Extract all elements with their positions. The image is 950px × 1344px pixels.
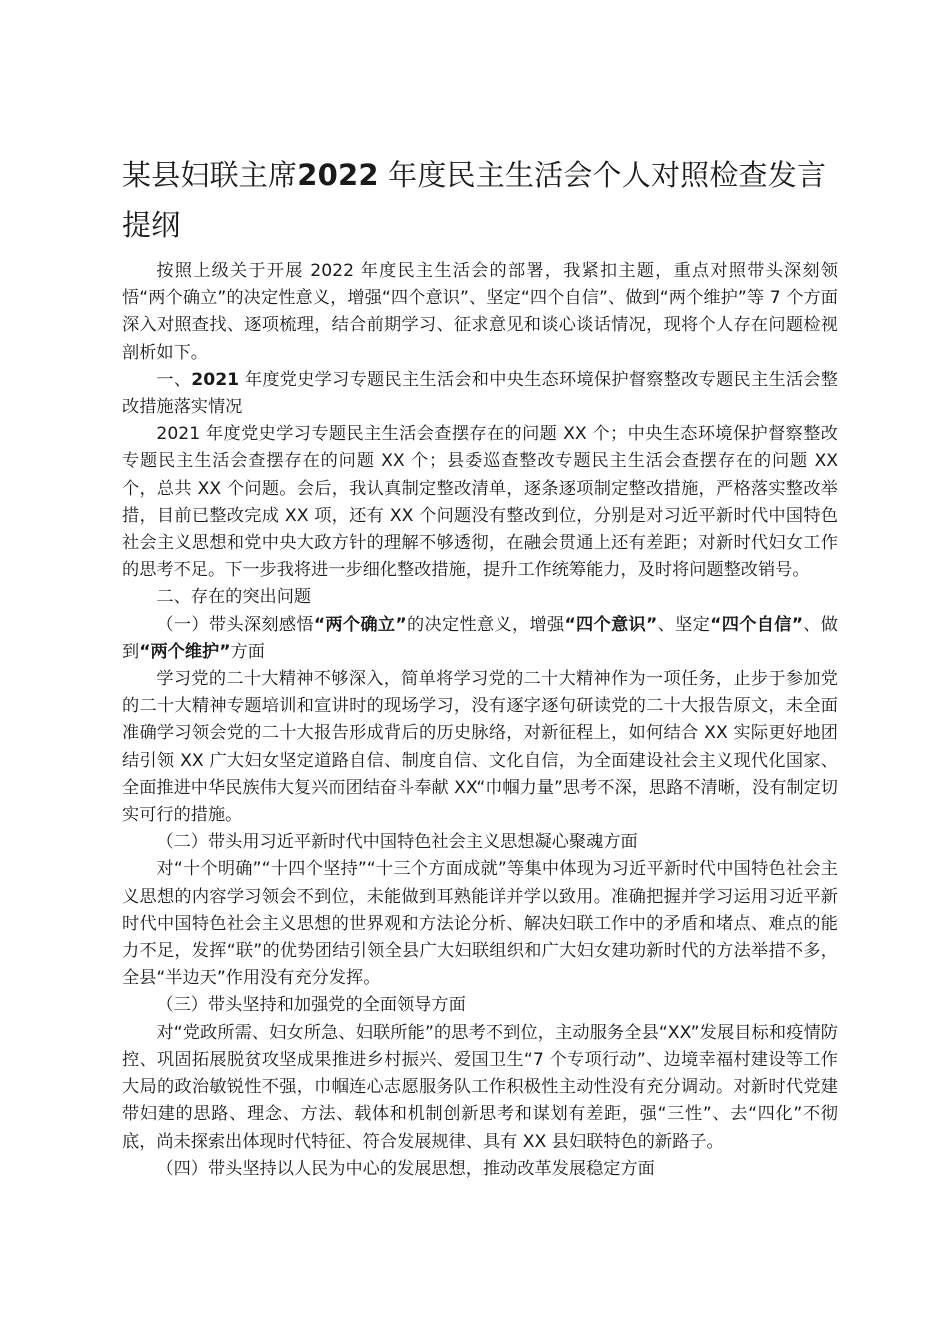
title-prefix: 某县妇联主席: [122, 158, 298, 192]
subsection-2-paragraph: 对“十个明确”“十四个坚持”“十三个方面成就”等集中体现为习近平新时代中国特色社会主义思想的内容学习领会不到位，未能做到耳熟能详并学以致用。准确把握并学习运用习近平新时代中国特色社会主义思想的世界观和方法论分析、解决妇联工作中的矛盾和堵点、难点的能力不足，发挥“联”的优势团结引领全县广大妇联组织和广大妇女建功新时代的方法举措不多，全县“半边天”作用没有充分发挥。: [122, 859, 838, 989]
section-1-year: 2021: [191, 369, 240, 390]
title-year: 2022: [297, 158, 379, 192]
section-1-paragraph: 2021 年度党史学习专题民主生活会查摆存在的问题 XX 个；中央生态环境保护督察整改专题民主生活会查摆存在的问题 XX 个；县委巡查整改专题民主生活会查摆存在的问题 XX 个，总共 XX 个问题。会后，我认真制定整改清单，逐条逐项制定整改措施，严格落实整改举措，目前已整改完成 XX 项，还有 XX 个问题没有整改到位，分别是对习近平新时代中国特色社会主义思想和党中央大政方针的理解不够透彻，在融会贯通上还有差距；对新时代妇女工作的思考不足。下一步我将进一步细化整改措施，提升工作统筹能力，及时将问题整改销号。: [122, 424, 838, 581]
document-title: [122, 150, 832, 250]
section-heading-1: [122, 367, 838, 421]
subsection-heading-1: [122, 612, 838, 666]
section-1-number: 一、: [156, 369, 192, 390]
sub1-quote-3: “四个自信”: [710, 614, 803, 635]
sub1-quote-1: “两个确立”: [313, 614, 407, 635]
sub1-quote-2: “四个意识”: [564, 614, 658, 635]
subsection-heading-4: （四）带头坚持以人民为中心的发展思想，推动改革发展稳定方面: [156, 1158, 655, 1179]
document-body: [122, 258, 838, 1183]
sub1-part-e: 方面: [230, 641, 265, 662]
section-1-text: 年度党史学习专题民主生活会和中央生态环境保护督察整改专题民主生活会整改措施落实情况: [122, 369, 838, 418]
subsection-3-paragraph: 对“党政所需、妇女所急、妇联所能”的思考不到位，主动服务全县“XX”发展目标和疫情防控、巩固拓展脱贫攻坚成果推进乡村振兴、爱国卫生“7 个专项行动”、边境幸福村建设等工作大局的政治敏锐性不强，巾帼连心志愿服务队工作积极性主动性没有充分调动。对新时代党建带妇建的思路、理念、方法、载体和机制创新思考和谋划有差距，强“三性”、去“四化”不彻底，尚未探索出体现时代特征、符合发展规律、具有 XX 县妇联特色的新路子。: [122, 1022, 838, 1152]
subsection-heading-3: （三）带头坚持和加强党的全面领导方面: [156, 995, 466, 1016]
sub1-part-a: （一）带头深刻感悟: [156, 614, 314, 635]
sub1-part-c: 、坚定: [657, 614, 711, 635]
subsection-heading-2: （二）带头用习近平新时代中国特色社会主义思想凝心聚魂方面: [156, 832, 638, 853]
intro-paragraph: 按照上级关于开展 2022 年度民主生活会的部署，我紧扣主题，重点对照带头深刻领悟“两个确立”的决定性意义，增强“四个意识”、坚定“四个自信”、做到“两个维护”等 7 个方面深入对照查找、逐项梳理，结合前期学习、征求意见和谈心谈话情况，现将个人存在问题检视剖析如下。: [122, 261, 838, 363]
subsection-1-paragraph: 学习党的二十大精神不够深入，简单将学习党的二十大精神作为一项任务，止步于参加党的二十大精神专题培训和宣讲时的现场学习，没有逐字逐句研读党的二十大报告原文，未全面准确学习领会党的二十大报告形成背后的历史脉络，对新征程上，如何结合 XX 实际更好地团结引领 XX 广大妇女坚定道路自信、制度自信、文化自信，为全面建设社会主义现代化国家、全面推进中华民族伟大复兴而团结奋斗奉献 XX“巾帼力量”思考不深，思路不清晰，没有制定切实可行的措施。: [122, 669, 838, 826]
title-suffix: 年度民主生活会个人对照检查发言提纲: [122, 158, 827, 242]
sub1-part-b: 的决定性意义，增强: [406, 614, 565, 635]
sub1-part-d: 、做到: [122, 614, 838, 662]
section-heading-2: 二、存在的突出问题: [156, 587, 312, 608]
sub1-quote-4: “两个维护”: [139, 641, 231, 662]
